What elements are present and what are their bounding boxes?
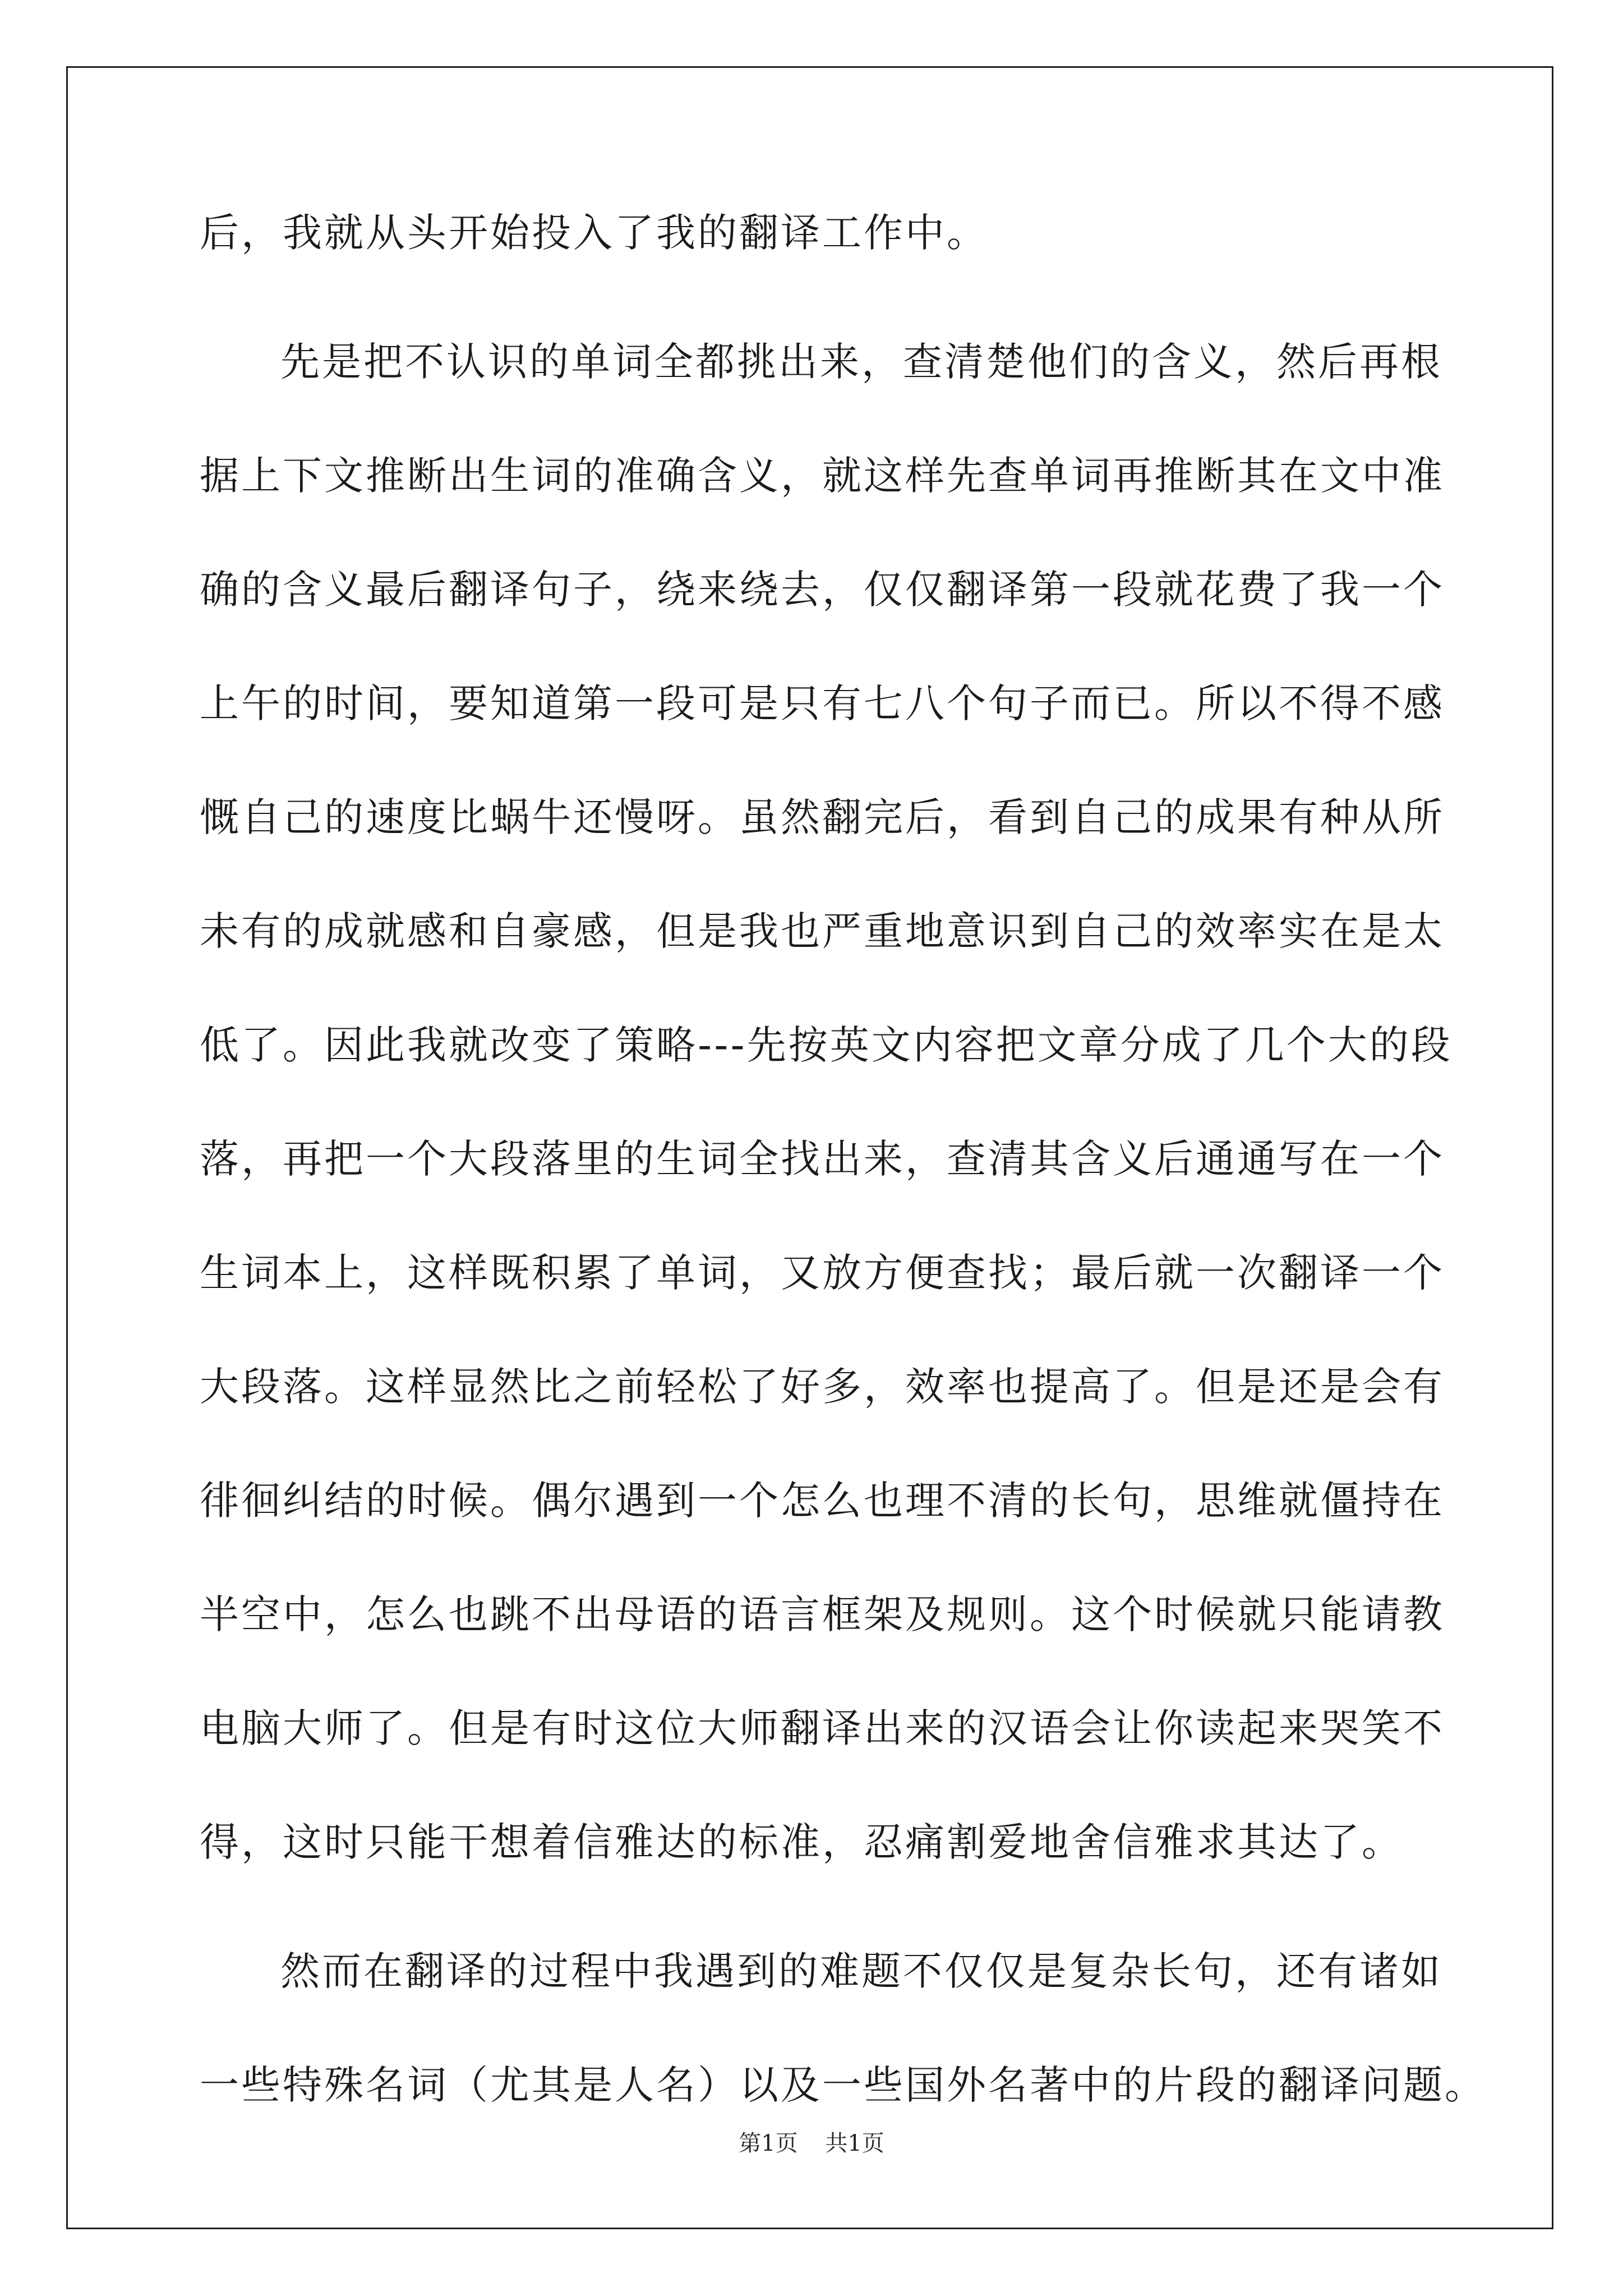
body-text-line: 落，再把一个大段落里的生词全找出来，查清其含义后通通写在一个 [200, 1136, 1445, 1182]
body-text-line: 慨自己的速度比蜗牛还慢呀。虽然翻完后，看到自己的成果有种从所 [200, 794, 1445, 840]
body-text-line: 低了。因此我就改变了策略---先按英文内容把文章分成了几个大的段 [200, 1022, 1453, 1068]
page-footer [0, 2129, 1623, 2157]
body-text-line: 半空中，怎么也跳不出母语的语言框架及规则。这个时候就只能请教 [200, 1591, 1445, 1637]
body-text-line: 未有的成就感和自豪感，但是我也严重地意识到自己的效率实在是太 [200, 908, 1445, 954]
body-text-line: 确的含义最后翻译句子，绕来绕去，仅仅翻译第一段就花费了我一个 [200, 567, 1445, 613]
page-number-current: 第1页 [739, 2131, 798, 2156]
body-text-line: 得，这时只能干想着信雅达的标准，忍痛割爱地舍信雅求其达了。 [200, 1819, 1403, 1865]
paragraph-first-line: 先是把不认识的单词全都挑出来，查清楚他们的含义，然后再根 [280, 339, 1442, 385]
body-text-line: 生词本上，这样既积累了单词，又放方便查找；最后就一次翻译一个 [200, 1250, 1445, 1296]
body-text-line: 据上下文推断出生词的准确含义，就这样先查单词再推断其在文中准 [200, 453, 1445, 499]
page-number-total: 共1页 [825, 2131, 884, 2156]
body-text-line: 上午的时间，要知道第一段可是只有七八个句子而已。所以不得不感 [200, 680, 1445, 726]
body-text-line: 后，我就从头开始投入了我的翻译工作中。 [200, 210, 988, 256]
body-text-line: 一些特殊名词（尤其是人名）以及一些国外名著中的片段的翻译问题。 [200, 2062, 1486, 2108]
body-text-line: 大段落。这样显然比之前轻松了好多，效率也提高了。但是还是会有 [200, 1364, 1445, 1410]
paragraph-first-line: 然而在翻译的过程中我遇到的难题不仅仅是复杂长句，还有诸如 [280, 1948, 1442, 1994]
body-text-line: 徘徊纠结的时候。偶尔遇到一个怎么也理不清的长句，思维就僵持在 [200, 1478, 1445, 1524]
body-text-line: 电脑大师了。但是有时这位大师翻译出来的汉语会让你读起来哭笑不 [200, 1705, 1445, 1751]
